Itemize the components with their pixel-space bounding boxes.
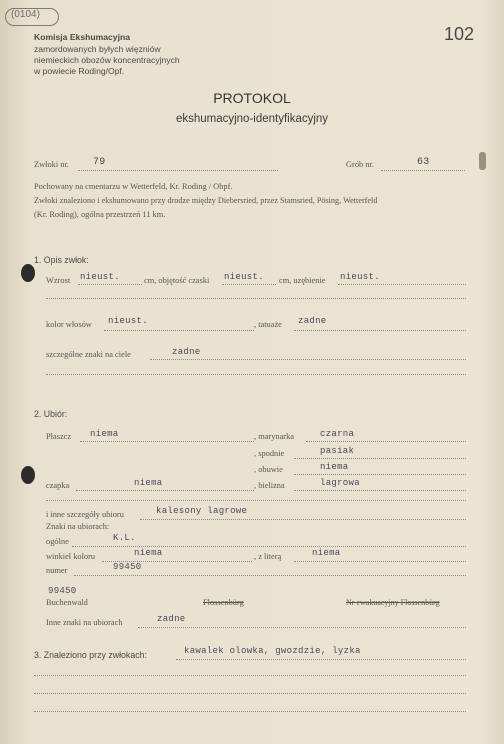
punch-hole [21, 264, 35, 282]
section-3-value: kawalek olowka, gwozdzie, lyzka [184, 646, 361, 656]
plaszcz-value: niema [90, 429, 119, 439]
znaki-label: szczególne znaki na ciele [46, 350, 131, 359]
camp-nr-flossenburg: Nr ewakuacyjny Flossenbürg [346, 598, 440, 607]
litera-value: niema [312, 548, 341, 558]
ogolne-label: ogólne [46, 537, 69, 546]
grob-value: 63 [417, 157, 430, 168]
camp-number: 99450 [48, 586, 77, 596]
obuwie-label: , obuwie [254, 465, 283, 474]
plaszcz-label: Płaszcz [46, 432, 72, 441]
tatuaze-label: , tatuaże [254, 320, 282, 329]
bielizna-label: , bielizna [254, 481, 285, 490]
stain-mark [479, 152, 486, 170]
zwloki-value: 79 [93, 157, 106, 168]
numer-label: numer [46, 566, 68, 575]
section-1-title: 1. Opis zwłok: [34, 255, 89, 265]
kolor-label: kolor włosów [46, 320, 92, 329]
document-subtitle: ekshumacyjno-identyfikacyjny [175, 113, 329, 125]
objetosc-label: cm, objętość czaski [144, 276, 210, 285]
marynarka-value: czarna [320, 429, 355, 439]
inne-szczegoly-value: kalesony lagrowe [156, 506, 248, 516]
wzrost-label: Wzrost [46, 276, 71, 285]
found-text-2: (Kr. Roding), ogólna przestrzeń 11 km. [34, 210, 166, 219]
grob-label: Grób nr. [346, 160, 374, 169]
czapka-value: niema [134, 478, 163, 488]
archive-stamp-text: (0104) [11, 9, 40, 20]
page-number: 102 [444, 24, 475, 44]
section-2-title: 2. Ubiór: [34, 409, 68, 419]
obuwie-value: niema [320, 462, 349, 472]
wzrost-value: nieust. [80, 272, 120, 282]
document-title: PROTOKOL [213, 90, 291, 106]
winkiel-label: winkiel koloru [46, 552, 96, 561]
commission-line-3: niemieckich obozów koncentracyjnych [34, 55, 180, 65]
znaki-ubior-label: Znaki na ubiorach: [46, 522, 110, 531]
uzebienie-value: nieust. [340, 272, 380, 282]
section-3-title: 3. Znaleziono przy zwłokach: [34, 650, 147, 660]
zwloki-label: Zwłoki nr. [34, 160, 69, 169]
inne-znaki-value: zadne [157, 614, 186, 624]
commission-line-2: zamordowanych byłych więzniów [34, 44, 161, 54]
tatuaze-value: zadne [298, 316, 327, 326]
inne-znaki-label: Inne znaki na ubiorach [46, 618, 123, 627]
found-text-1: Zwłoki znaleziono i ekshumowano przy drodze między Diebersried, przez Stamsried, Pösing, Wetterfeld [34, 196, 378, 205]
ogolne-value: K.L. [113, 533, 136, 543]
znaki-value: zadne [172, 347, 201, 357]
camp-buchenwald: Buchenwald [46, 598, 88, 607]
punch-hole [21, 466, 35, 484]
numer-value: 99450 [113, 562, 142, 572]
spodnie-value: pasiak [320, 446, 355, 456]
czapka-label: czapka [46, 481, 70, 490]
burial-text: Pochowany na cmentarzu w Wetterfeld, Kr. Roding / Obpf. [34, 182, 233, 191]
camp-flossenburg: Flossenbürg [203, 598, 244, 607]
uzebienie-label: cm, uzębienie [279, 276, 326, 285]
bielizna-value: lagrowa [320, 478, 360, 488]
spodnie-label: , spodnie [254, 449, 285, 458]
commission-line-1: Komisja Ekshumacyjna [34, 32, 131, 42]
winkiel-value: niema [134, 548, 163, 558]
objetosc-value: nieust. [224, 272, 264, 282]
commission-line-4: w powiecie Roding/Opf. [34, 66, 125, 76]
kolor-value: nieust. [108, 316, 148, 326]
marynarka-label: , marynarka [254, 432, 294, 441]
inne-szczegoly-label: i inne szczegóły ubioru [46, 510, 124, 519]
litera-label: , z literą [254, 552, 282, 561]
